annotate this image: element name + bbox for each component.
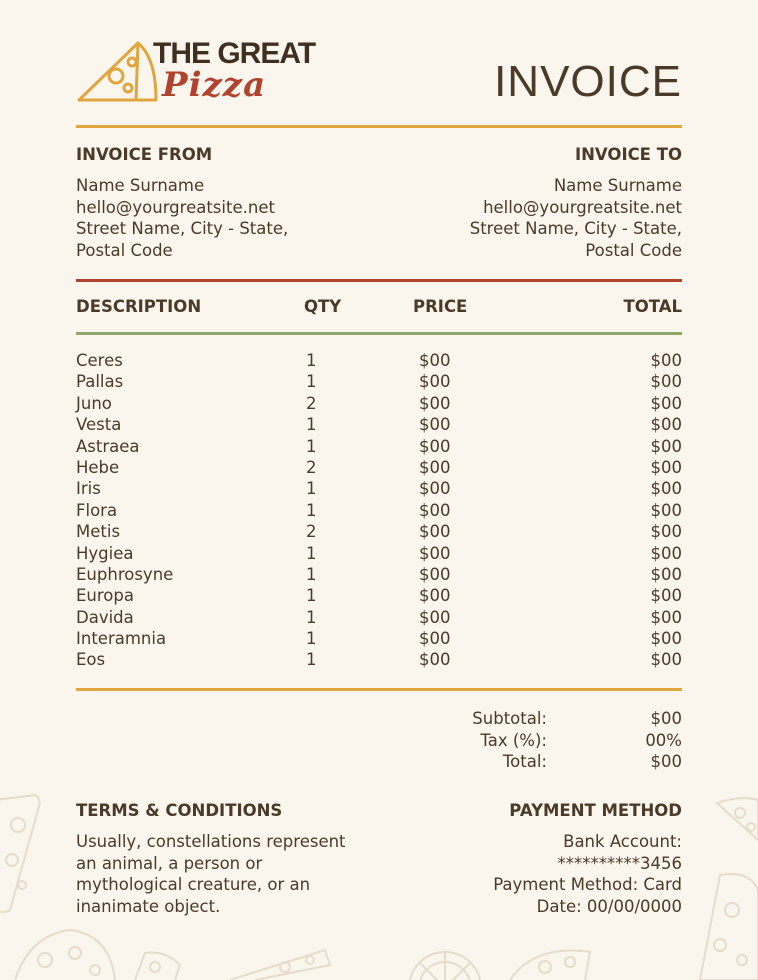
- item-qty: 1: [306, 564, 317, 584]
- tax-row: [76, 730, 682, 752]
- pizza-doodle-icon: [405, 948, 485, 980]
- pizza-doodle-icon: [225, 945, 335, 980]
- table-row: [76, 585, 682, 606]
- item-description: Ceres: [76, 351, 123, 370]
- line-items-table: [76, 350, 682, 671]
- item-qty: 2: [306, 393, 317, 413]
- bank-account-number: **********3456: [557, 853, 682, 873]
- column-header-total: TOTAL: [623, 297, 682, 316]
- brand-logo: [76, 38, 316, 108]
- to-street: Street Name, City - State,: [469, 219, 682, 238]
- item-total: $00: [650, 415, 682, 435]
- item-price: $00: [419, 650, 451, 670]
- subtotal-label: Subtotal:: [472, 709, 547, 728]
- item-price: $00: [419, 500, 451, 520]
- invoice-to-details: [382, 175, 682, 261]
- column-header-price: PRICE: [413, 297, 468, 316]
- item-total: $00: [650, 500, 682, 520]
- table-row: [76, 607, 682, 628]
- from-email: hello@yourgreatsite.net: [76, 197, 275, 217]
- item-total: $00: [650, 457, 682, 477]
- item-total: $00: [650, 629, 682, 649]
- item-description: Pallas: [76, 372, 124, 392]
- item-total: $00: [650, 586, 682, 606]
- pizza-doodle-icon: [10, 925, 120, 980]
- item-qty: 1: [306, 543, 317, 563]
- item-qty: 1: [306, 607, 317, 627]
- item-total: $00: [650, 564, 682, 584]
- divider: [76, 279, 682, 282]
- item-price: $00: [419, 564, 451, 584]
- item-qty: 1: [306, 500, 317, 520]
- table-row: [76, 478, 682, 499]
- table-row: [76, 414, 682, 435]
- item-description: Hygiea: [76, 543, 134, 563]
- item-qty: 1: [306, 629, 317, 649]
- pizza-doodle-icon: [0, 790, 50, 920]
- item-qty: 2: [306, 522, 317, 542]
- pizza-doodle-icon: [715, 795, 758, 845]
- item-description: Flora: [76, 500, 118, 520]
- item-price: $00: [419, 607, 451, 627]
- payment-date: Date: 00/00/0000: [536, 896, 682, 916]
- table-row: [76, 350, 682, 371]
- item-description: Eos: [76, 650, 106, 670]
- item-total: $00: [650, 436, 682, 456]
- item-qty: 1: [306, 351, 317, 370]
- payment-details: [382, 831, 682, 917]
- item-qty: 1: [306, 586, 317, 606]
- item-description: Iris: [76, 479, 101, 499]
- item-total: $00: [650, 543, 682, 563]
- divider: [76, 688, 682, 691]
- table-row: [76, 628, 682, 649]
- table-row: [76, 521, 682, 542]
- terms-line: inanimate object.: [76, 896, 221, 916]
- item-total: $00: [650, 522, 682, 542]
- subtotal-row: [76, 708, 682, 730]
- table-row: [76, 436, 682, 457]
- item-price: $00: [419, 372, 451, 392]
- table-row: [76, 543, 682, 564]
- subtotal-value: $00: [650, 709, 682, 728]
- item-total: $00: [650, 393, 682, 413]
- total-label: Total:: [502, 752, 547, 771]
- to-name: Name Surname: [553, 176, 682, 195]
- payment-heading: PAYMENT METHOD: [509, 801, 682, 820]
- item-price: $00: [419, 479, 451, 499]
- item-description: Europa: [76, 586, 134, 606]
- brand-name-top: THE GREAT: [153, 37, 316, 70]
- item-price: $00: [419, 393, 451, 413]
- terms-line: mythological creature, or an: [76, 875, 311, 894]
- totals-block: [76, 708, 682, 773]
- pizza-doodle-icon: [680, 870, 758, 980]
- column-header-description: DESCRIPTION: [76, 297, 202, 316]
- from-street: Street Name, City - State,: [76, 219, 289, 238]
- total-row: [76, 751, 682, 773]
- bank-account-label: Bank Account:: [563, 832, 682, 851]
- item-price: $00: [419, 586, 451, 606]
- invoice-from-heading: INVOICE FROM: [76, 145, 213, 164]
- to-postal: Postal Code: [585, 240, 682, 260]
- item-description: Interamnia: [76, 629, 167, 649]
- table-row: [76, 457, 682, 478]
- terms-line: an animal, a person or: [76, 853, 263, 873]
- item-total: $00: [650, 479, 682, 499]
- item-qty: 1: [306, 372, 317, 392]
- divider: [76, 332, 682, 335]
- item-total: $00: [650, 372, 682, 392]
- item-price: $00: [419, 629, 451, 649]
- page-title: INVOICE: [494, 57, 682, 106]
- table-row: [76, 649, 682, 670]
- item-description: Euphrosyne: [76, 564, 174, 584]
- tax-label: Tax (%):: [480, 730, 547, 750]
- item-description: Hebe: [76, 457, 120, 477]
- from-postal: Postal Code: [76, 240, 173, 260]
- total-value: $00: [650, 752, 682, 771]
- to-email: hello@yourgreatsite.net: [483, 197, 682, 217]
- item-description: Astraea: [76, 436, 140, 456]
- item-qty: 2: [306, 457, 317, 477]
- terms-text: [76, 831, 376, 917]
- table-row: [76, 371, 682, 392]
- pizza-doodle-icon: [130, 945, 190, 980]
- item-price: $00: [419, 351, 451, 370]
- item-total: $00: [650, 607, 682, 627]
- terms-line: Usually, constellations represent: [76, 832, 346, 851]
- item-price: $00: [419, 457, 451, 477]
- item-description: Juno: [76, 393, 112, 413]
- item-price: $00: [419, 522, 451, 542]
- item-price: $00: [419, 415, 451, 435]
- payment-method: Payment Method: Card: [493, 875, 682, 894]
- item-qty: 1: [306, 436, 317, 456]
- item-price: $00: [419, 543, 451, 563]
- item-price: $00: [419, 436, 451, 456]
- item-description: Metis: [76, 522, 121, 542]
- item-qty: 1: [306, 415, 317, 435]
- column-header-qty: QTY: [304, 297, 342, 316]
- table-row: [76, 393, 682, 414]
- item-total: $00: [650, 650, 682, 670]
- table-row: [76, 564, 682, 585]
- invoice-to-heading: INVOICE TO: [574, 145, 682, 164]
- item-description: Davida: [76, 607, 134, 627]
- terms-heading: TERMS & CONDITIONS: [76, 801, 283, 820]
- divider: [76, 125, 682, 128]
- from-name: Name Surname: [76, 176, 205, 195]
- item-description: Vesta: [76, 415, 122, 435]
- item-total: $00: [650, 351, 682, 370]
- pizza-doodle-icon: [505, 942, 595, 980]
- invoice-from-details: [76, 175, 376, 261]
- item-qty: 1: [306, 479, 317, 499]
- item-qty: 1: [306, 650, 317, 670]
- table-row: [76, 500, 682, 521]
- brand-name-script: Pizza: [162, 65, 267, 105]
- pizza-slice-logo-icon: [76, 40, 158, 104]
- tax-value: 00%: [645, 730, 682, 750]
